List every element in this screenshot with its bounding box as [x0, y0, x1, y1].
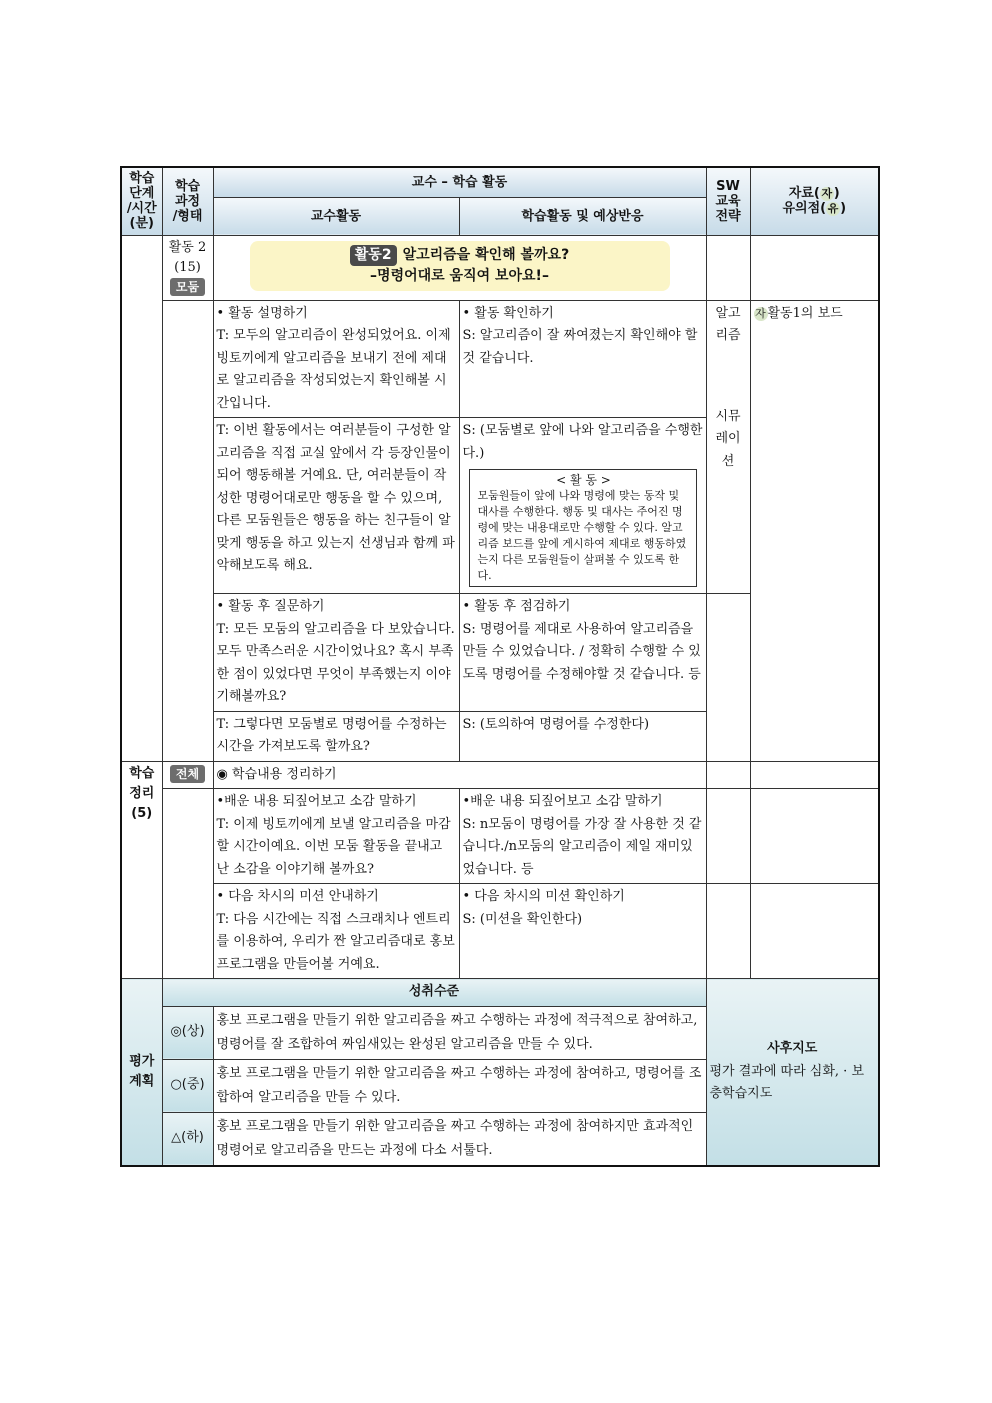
stage-cell-activity — [121, 235, 162, 761]
lesson-plan-table — [120, 166, 880, 1167]
summary-student-text: •배운 내용 되짚어보고 소감 말하기 S: n모둠이 명령어를 가장 잘 사용한 것 같습니다./n모둠의 알고리즘이 제일 재미있었습니다. 등 — [462, 794, 702, 877]
sw-empty-cell — [706, 594, 750, 762]
activity2-label: 활동 2 (15) — [168, 239, 207, 275]
summary-stage-cell: 학습 정리 (5) — [121, 761, 162, 979]
followup-cell — [706, 979, 879, 1166]
evaluation-stage-cell: 평가 계획 — [121, 979, 162, 1166]
process-empty-cell — [162, 300, 213, 761]
level-high-text: 홍보 프로그램을 만들기 위한 알고리즘을 짜고 수행하는 과정에 적극적으로 참여하고, 명령어를 잘 조합하여 짜임새있는 완성된 알고리즘을 만들 수 있다. — [213, 1006, 706, 1059]
teacher-explain-text: • 활동 설명하기 T: 모두의 알고리즘이 완성되었어요. 이제 빙토끼에게 알고리즘을 보내기 전에 제대로 알고리즘을 작성되었는지 확인해볼 시간입니다. — [216, 305, 451, 411]
materials-mark-icon: 자 — [755, 306, 766, 320]
activity-box-title: < 활 동 > — [556, 473, 611, 487]
materials-mark-icon: 자 — [821, 187, 833, 201]
whole-class-tag: 전체 — [170, 765, 205, 783]
summary-teacher-cell — [213, 789, 459, 884]
mission-teacher-text: • 다음 차시의 미션 안내하기 T: 다음 시간에는 직접 스크래치나 엔트리를 이용하여, 우리가 짠 알고리즘대로 홍보 프로그램을 만들어볼 거예요. — [216, 889, 455, 972]
materials-empty-cell — [750, 761, 879, 789]
activity2-banner-cell — [213, 235, 706, 300]
materials-cell — [750, 300, 879, 761]
activity2-banner — [250, 241, 670, 291]
sw-empty-cell — [706, 235, 750, 300]
notes-mark-icon: 유 — [827, 202, 839, 216]
followup-title: 사후지도 — [767, 1041, 818, 1056]
mission-student-cell — [459, 884, 706, 979]
followup-text: 평가 결과에 따라 심화, · 보충학습지도 — [709, 1063, 865, 1101]
sw-empty-cell — [706, 884, 750, 979]
level-high-mark: ◎(상) — [162, 1006, 213, 1059]
activity-box — [469, 469, 697, 587]
teacher-explain-cell — [213, 300, 459, 418]
activity-box-text: 모둠원들이 앞에 나와 명령에 맞는 동작 및 대사를 수행한다. 행동 및 대사는 주어진 명령에 맞는 내용대로만 수행할 수 있다. 알고리즘 보드를 앞에 게시하여 제대로 행동하였는지 다른 모둠원들이 살펴볼 수 있도록 한다. — [477, 489, 687, 582]
student-perform-text: S: (모둠별로 앞에 나와 알고리즘을 수행한다.) — [462, 423, 703, 461]
level-mid-text: 홍보 프로그램을 만들기 위한 알고리즘을 짜고 수행하는 과정에 참여하고, 명령어를 조합하여 알고리즘을 만들 수 있다. — [213, 1059, 706, 1112]
sw-algorithm: 알고 리즘 — [715, 305, 741, 343]
level-low-mark: △(하) — [162, 1112, 213, 1166]
summary-teacher-text: •배운 내용 되짚어보고 소감 말하기 T: 이제 빙토끼에게 보낼 알고리즘을 마감할 시간이예요. 이번 모둠 활동을 끝내고 난 소감을 이야기해 볼까요? — [216, 794, 451, 877]
summary-student-cell — [459, 789, 706, 884]
process-header: 학습 과정 /형태 — [162, 167, 213, 235]
sw-strategy-header: SW 교육 전략 — [706, 167, 750, 235]
activity2-title: 알고리즘을 확인해 볼까요? — [402, 246, 570, 263]
teacher-question-text: • 활동 후 질문하기 T: 모든 모둠의 알고리즘을 다 보았습니다. 모두 만족스러운 시간이었나요? 혹시 부족한 점이 있었다면 무엇이 부족했는지 이야기해볼까요? — [216, 599, 455, 704]
mission-teacher-cell — [213, 884, 459, 979]
teacher-activity-header: 교수활동 — [213, 197, 459, 235]
activity2-label-cell — [162, 235, 213, 300]
teaching-activity-header: 교수 – 학습 활동 — [213, 167, 706, 197]
student-revise-text: S: (토의하여 명령어를 수정한다) — [462, 716, 650, 732]
level-low-text: 홍보 프로그램을 만들기 위한 알고리즘을 짜고 수행하는 과정에 참여하지만 효과적인 명령어로 알고리즘을 만드는 과정에 다소 서툴다. — [213, 1112, 706, 1166]
sw-empty-cell — [706, 789, 750, 884]
stage-header: 학습 단계 /시간 (분) — [121, 167, 162, 235]
teacher-question-cell — [213, 594, 459, 712]
sw-simulation: 시뮤 레이 션 — [715, 408, 741, 469]
sw-empty-cell — [706, 761, 750, 789]
student-check-text: • 활동 확인하기 S: 알고리즘이 잘 짜여졌는지 확인해야 할 것 같습니다. — [462, 305, 698, 366]
student-activity-header: 학습활동 및 예상반응 — [459, 197, 706, 235]
summary-title-cell: ◉ 학습내용 정리하기 — [213, 761, 706, 789]
sw-strategy-cell — [706, 300, 750, 594]
summary-process-empty — [162, 789, 213, 979]
group-form-tag: 모둠 — [170, 278, 205, 296]
student-check-cell — [459, 300, 706, 418]
lesson-plan-sheet — [120, 166, 878, 1167]
teacher-revise-text: T: 그렇다면 모둠별로 명령어를 수정하는 시간을 가져보도록 할까요? — [216, 716, 451, 754]
student-revise-cell — [459, 711, 706, 761]
student-review-text: • 활동 후 점검하기 S: 명령어를 제대로 사용하여 알고리즘을 만들 수 있었습니다. / 정확히 수행할 수 있도록 명령어를 수정해야할 것 같습니다. 등 — [462, 599, 701, 682]
materials-empty-cell — [750, 235, 879, 300]
level-mid-mark: ○(중) — [162, 1059, 213, 1112]
activity2-subtitle: –명령어대로 움직여 보아요!– — [370, 267, 549, 284]
materials-empty-cell — [750, 789, 879, 884]
student-perform-cell — [459, 418, 706, 594]
activity2-pill: 활동2 — [350, 245, 397, 266]
materials-empty-cell — [750, 884, 879, 979]
materials-text: 활동1의 보드 — [767, 305, 843, 321]
mission-student-text: • 다음 차시의 미션 확인하기 S: (미션을 확인한다) — [462, 889, 625, 927]
teacher-revise-cell — [213, 711, 459, 761]
materials-header: 자료( 자 ) 유의점( 유 ) — [750, 167, 879, 235]
criteria-title-cell: 성취수준 — [162, 979, 706, 1007]
summary-form-cell — [162, 761, 213, 789]
teacher-instruct-cell — [213, 418, 459, 594]
teacher-instruct-text: T: 이번 활동에서는 여러분들이 구성한 알고리즘을 직접 교실 앞에서 각 등장인물이 되어 행동해볼 거예요. 단, 여러분들이 작성한 명령어대로만 행동을 할 수 있으며, 다른 모둠원들은 행동을 하는 친구들이 알맞게 행동을 하고 있는지 선생님과 함께 파악해보도록 해요. — [216, 423, 455, 573]
student-review-cell — [459, 594, 706, 712]
